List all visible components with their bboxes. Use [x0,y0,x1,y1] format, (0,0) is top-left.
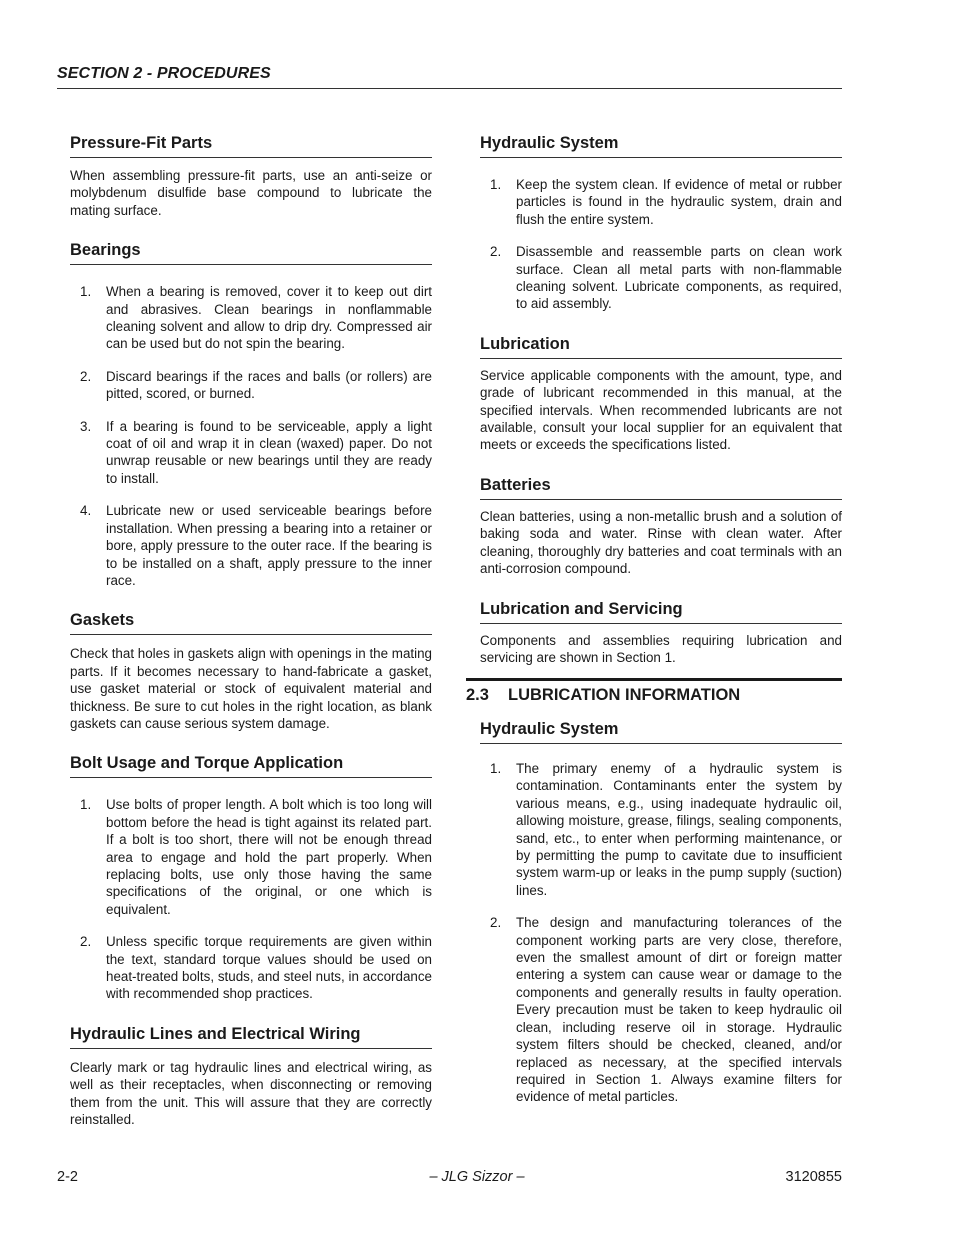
lubrication-text: Service applicable components with the amount, type, and grade of lubricant recommended in this manual, at the specified intervals. When recommended lubricants are not available, consult your local supplier for an equivalent that meets or exceeds the specifications listed. [480,367,842,453]
hydraulic-lines-text: Clearly mark or tag hydraulic lines and electrical wiring, as well as their receptacles, when disconnecting or removing them from the unit. This will assure that they are correctly reinstalled. [70,1059,432,1128]
right-column [480,134,842,666]
list-item: 2. Disassemble and reassemble parts on clean work surface. Clean all metal parts with non-flammable cleaning solvent. Lubricate components, as required, to aid assembly. [490,244,842,312]
section-title: LUBRICATION INFORMATION [508,686,741,704]
list-item: 1. Use bolts of proper length. A bolt which is too long will bottom before the head is tight against its related part. If a bolt is too short, there will not be enough thread area to engage and hold the part properly. When replacing bolts, use only those having the same specifications of the original, or one which is equivalent. [80,797,432,917]
heading-bearings: Bearings [70,241,432,265]
heading-bolt-usage: Bolt Usage and Torque Application [70,754,432,778]
page-number: 2-2 [57,1169,78,1185]
hydraulic-system-2-list [480,760,842,1106]
list-item: 3. If a bearing is found to be serviceable, apply a light coat of oil and wrap it in clean (waxed) paper. Do not unwrap reusable or new bearings until they are ready to install. [80,418,432,486]
lubrication-servicing-text: Components and assemblies requiring lubrication and servicing are shown in Section 1. [480,632,842,665]
footer-title: – JLG Sizzor – [429,1169,525,1185]
heading-lubrication: Lubrication [480,335,842,359]
list-item: 1. The primary enemy of a hydraulic system is contamination. Contaminants enter the system by various means, e.g., using inadequate hydraulic oil, allowing moisture, grease, filings, sealing components, sand, etc., to enter when performing maintenance, or by permitting the pump to cavitate due to insufficient system warm-up or leaks in the pump supply (suction) lines. [490,761,842,898]
heading-hydraulic-system: Hydraulic System [480,134,842,158]
heading-pressure-fit-parts: Pressure-Fit Parts [70,134,432,158]
list-item: 2. Discard bearings if the races and balls (or rollers) are pitted, scored, or burned. [80,368,432,402]
list-item: 4. Lubricate new or used serviceable bearings before installation. When pressing a bearing into a retainer or bore, apply pressure to the outer race. If the bearing is to be installed on a shaft, apply pressure to the inner race. [80,503,432,588]
heading-gaskets: Gaskets [70,611,432,635]
heading-hydraulic-system-2: Hydraulic System [480,720,842,744]
hydraulic-system-list [480,176,842,313]
list-item: 2. Unless specific torque requirements are given within the text, standard torque values should be used on heat-treated bolts, studs, and steel nuts, in accordance with recommended shop practices. [80,934,432,1002]
heading-lubrication-servicing: Lubrication and Servicing [480,600,842,624]
section-number: 2.3 [466,686,489,704]
bolts-list [70,796,432,1002]
pressure-fit-text: When assembling pressure-fit parts, use an anti-seize or molybdenum disulfide base compound to lubricate the mating surface. [70,168,432,218]
list-item: 1. When a bearing is removed, cover it to keep out dirt and abrasives. Clean bearings in nonflammable cleaning solvent and allow to drip dry. Compressed air can be used but do not spin the bearing. [80,284,432,352]
list-item: 1. Keep the system clean. If evidence of metal or rubber particles is found in the hydraulic system, drain and flush the entire system. [490,177,842,227]
section-2-3-heading [466,678,842,705]
section-header: SECTION 2 - PROCEDURES [57,65,842,89]
document-number: 3120855 [785,1169,842,1185]
right-column-lower [480,720,842,1106]
heading-hydraulic-lines: Hydraulic Lines and Electrical Wiring [70,1025,432,1049]
batteries-text: Clean batteries, using a non-metallic brush and a solution of baking soda and water. Rinse with clean water. After cleaning, thoroughly dry batteries and coat terminals with an anti-corrosion compound. [480,508,842,577]
list-item: 2. The design and manufacturing tolerances of the component working parts are very close, therefore, even the smallest amount of dirt or foreign matter entering a system can cause wear or damage to the components and generally results in faulty operation. Every precaution must be taken to keep hydraulic oil clean, including reserve oil in storage. Hydraulic system filters should be checked, cleaned, and/or replaced as necessary, at the specified intervals required in Section 1. Always examine filters for evidence of metal particles. [490,915,842,1105]
gaskets-text: Check that holes in gaskets align with openings in the mating parts. If it becomes necessary to hand-fabricate a gasket, use gasket material or stock of equivalent material and thickness. Be sure to cut holes in the right location, as blank gaskets can cause serious system damage. [70,646,432,731]
bearings-list [70,283,432,589]
left-column [70,134,432,1128]
heading-batteries: Batteries [480,476,842,500]
